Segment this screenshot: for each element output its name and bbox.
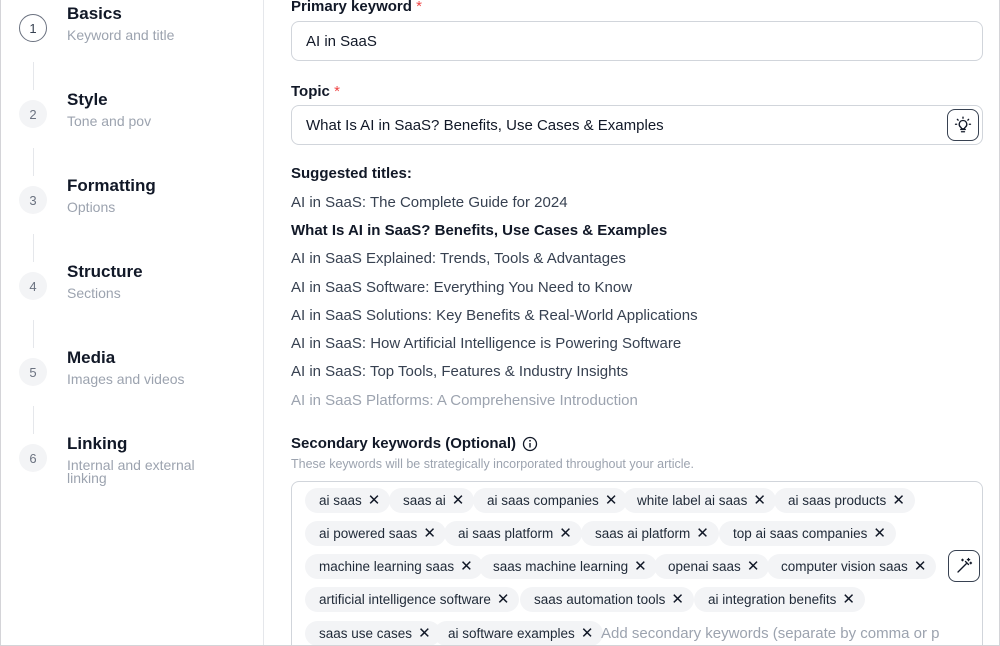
- keyword-chip: [305, 488, 390, 513]
- remove-keyword-icon[interactable]: ✕: [842, 591, 855, 608]
- remove-keyword-icon[interactable]: ✕: [367, 492, 381, 509]
- secondary-keywords-label-text: Secondary keywords (Optional): [291, 435, 517, 452]
- topic-input-value: What Is AI in SaaS? Benefits, Use Cases & Examples: [306, 116, 664, 134]
- keyword-chip: [473, 488, 627, 513]
- step-connector: [33, 62, 34, 90]
- keyword-chip-label: ai saas platform: [458, 526, 554, 541]
- suggested-title[interactable]: AI in SaaS: Top Tools, Features & Industry Insights: [291, 363, 629, 380]
- remove-keyword-icon[interactable]: ✕: [423, 525, 436, 542]
- remove-keyword-icon[interactable]: ✕: [451, 492, 465, 509]
- keyword-chip: [305, 554, 483, 579]
- step-connector: [33, 320, 34, 348]
- step-connector: [33, 406, 34, 434]
- keyword-chip-label: saas machine learning: [493, 559, 629, 574]
- remove-keyword-icon[interactable]: ✕: [696, 525, 709, 542]
- step-title: Basics: [67, 4, 122, 23]
- topic-label: [291, 83, 340, 100]
- keyword-chip-label: white label ai saas: [637, 493, 748, 508]
- step-title: Media: [67, 348, 116, 367]
- keyword-chip: [444, 521, 582, 546]
- remove-keyword-icon[interactable]: ✕: [913, 558, 927, 575]
- keyword-chip: [623, 488, 776, 513]
- step-number-2: 2: [19, 100, 47, 128]
- keyword-chip: [434, 621, 603, 646]
- generate-keywords-button[interactable]: [948, 550, 980, 582]
- keyword-chip-label: saas ai platform: [595, 526, 691, 541]
- required-mark: *: [416, 0, 422, 15]
- keyword-chip: [520, 587, 694, 612]
- remove-keyword-icon[interactable]: ✕: [496, 591, 510, 608]
- step-subtitle: Keyword and title: [67, 27, 175, 43]
- step-number-1: 1: [19, 14, 47, 42]
- keyword-chip-label: ai software examples: [448, 626, 575, 641]
- secondary-keywords-help: These keywords will be strategically incorporated throughout your article.: [291, 457, 694, 471]
- keyword-chip-label: top ai saas companies: [733, 526, 868, 541]
- suggest-titles-button[interactable]: [947, 109, 979, 141]
- step-sidebar: [1, 0, 264, 646]
- step-subtitle: Internal and external linking: [67, 457, 195, 486]
- remove-keyword-icon[interactable]: ✕: [746, 558, 760, 575]
- keyword-chip: [581, 521, 719, 546]
- suggested-title[interactable]: AI in SaaS: How Artificial Intelligence is Powering Software: [291, 335, 682, 352]
- step-title: Structure: [67, 262, 143, 281]
- keyword-chip-label: ai powered saas: [319, 526, 418, 541]
- keyword-chip-label: ai saas companies: [487, 493, 599, 508]
- step-title: Formatting: [67, 176, 156, 195]
- step-connector: [33, 148, 34, 176]
- keyword-chip: [774, 488, 915, 513]
- remove-keyword-icon[interactable]: ✕: [604, 492, 618, 509]
- step-subtitle: Images and videos: [67, 371, 185, 387]
- keyword-chip: [479, 554, 657, 579]
- keyword-chip-label: ai saas: [319, 493, 362, 508]
- topic-label-text: Topic: [291, 83, 330, 100]
- keyword-chip-label: machine learning saas: [319, 559, 455, 574]
- step-subtitle: Tone and pov: [67, 113, 152, 129]
- keyword-chip: [305, 587, 519, 612]
- keyword-chip-label: saas automation tools: [534, 592, 666, 607]
- remove-keyword-icon[interactable]: ✕: [460, 558, 473, 575]
- remove-keyword-icon[interactable]: ✕: [671, 591, 684, 608]
- lightbulb-icon: [954, 116, 972, 134]
- step-number-5: 5: [19, 358, 47, 386]
- keyword-chip: [389, 488, 474, 513]
- suggested-title[interactable]: AI in SaaS Platforms: A Comprehensive Introduction: [291, 392, 638, 409]
- suggested-title[interactable]: AI in SaaS Software: Everything You Need to Know: [291, 279, 633, 296]
- keyword-chip: [719, 521, 896, 546]
- primary-keyword-input[interactable]: AI in SaaS: [291, 21, 983, 61]
- step-title: Linking: [67, 434, 128, 453]
- remove-keyword-icon[interactable]: ✕: [418, 625, 431, 642]
- step-number-6: 6: [19, 444, 47, 472]
- suggested-title[interactable]: AI in SaaS Solutions: Key Benefits & Real-World Applications: [291, 307, 698, 324]
- secondary-keywords-label: [291, 435, 538, 452]
- primary-keyword-label: [291, 0, 422, 15]
- keyword-chip-label: artificial intelligence software: [319, 592, 491, 607]
- secondary-keywords-input[interactable]: [291, 481, 983, 646]
- suggested-title[interactable]: AI in SaaS: The Complete Guide for 2024: [291, 194, 568, 211]
- suggested-title-selected[interactable]: What Is AI in SaaS? Benefits, Use Cases & Examples: [291, 222, 668, 239]
- remove-keyword-icon[interactable]: ✕: [753, 492, 766, 509]
- primary-keyword-label-text: Primary keyword: [291, 0, 412, 15]
- suggested-titles-heading: Suggested titles:: [291, 165, 412, 182]
- keyword-chip-label: saas ai: [403, 493, 446, 508]
- keyword-chip: [654, 554, 769, 579]
- step-subtitle: Sections: [67, 285, 121, 301]
- keyword-chip: [767, 554, 936, 579]
- remove-keyword-icon[interactable]: ✕: [634, 558, 647, 575]
- keyword-chip-label: saas use cases: [319, 626, 413, 641]
- step-title: Style: [67, 90, 108, 109]
- required-mark: *: [334, 83, 340, 100]
- remove-keyword-icon[interactable]: ✕: [580, 625, 594, 642]
- remove-keyword-icon[interactable]: ✕: [873, 525, 886, 542]
- secondary-keywords-placeholder[interactable]: Add secondary keywords (separate by comma or p: [601, 625, 940, 642]
- topic-input[interactable]: [291, 105, 983, 145]
- info-icon[interactable]: [522, 436, 538, 452]
- step-connector: [33, 234, 34, 262]
- step-number-3: 3: [19, 186, 47, 214]
- keyword-chip-label: openai saas: [668, 559, 741, 574]
- keyword-chip: [694, 587, 865, 612]
- suggested-title[interactable]: AI in SaaS Explained: Trends, Tools & Advantages: [291, 250, 626, 267]
- magic-wand-icon: [955, 557, 973, 575]
- keyword-chip: [305, 521, 446, 546]
- step-subtitle: Options: [67, 199, 116, 215]
- keyword-chip: [305, 621, 441, 646]
- step-number-4: 4: [19, 272, 47, 300]
- keyword-chip-label: ai integration benefits: [708, 592, 837, 607]
- remove-keyword-icon[interactable]: ✕: [892, 492, 905, 509]
- remove-keyword-icon[interactable]: ✕: [559, 525, 572, 542]
- keyword-chip-label: ai saas products: [788, 493, 887, 508]
- keyword-chip-label: computer vision saas: [781, 559, 908, 574]
